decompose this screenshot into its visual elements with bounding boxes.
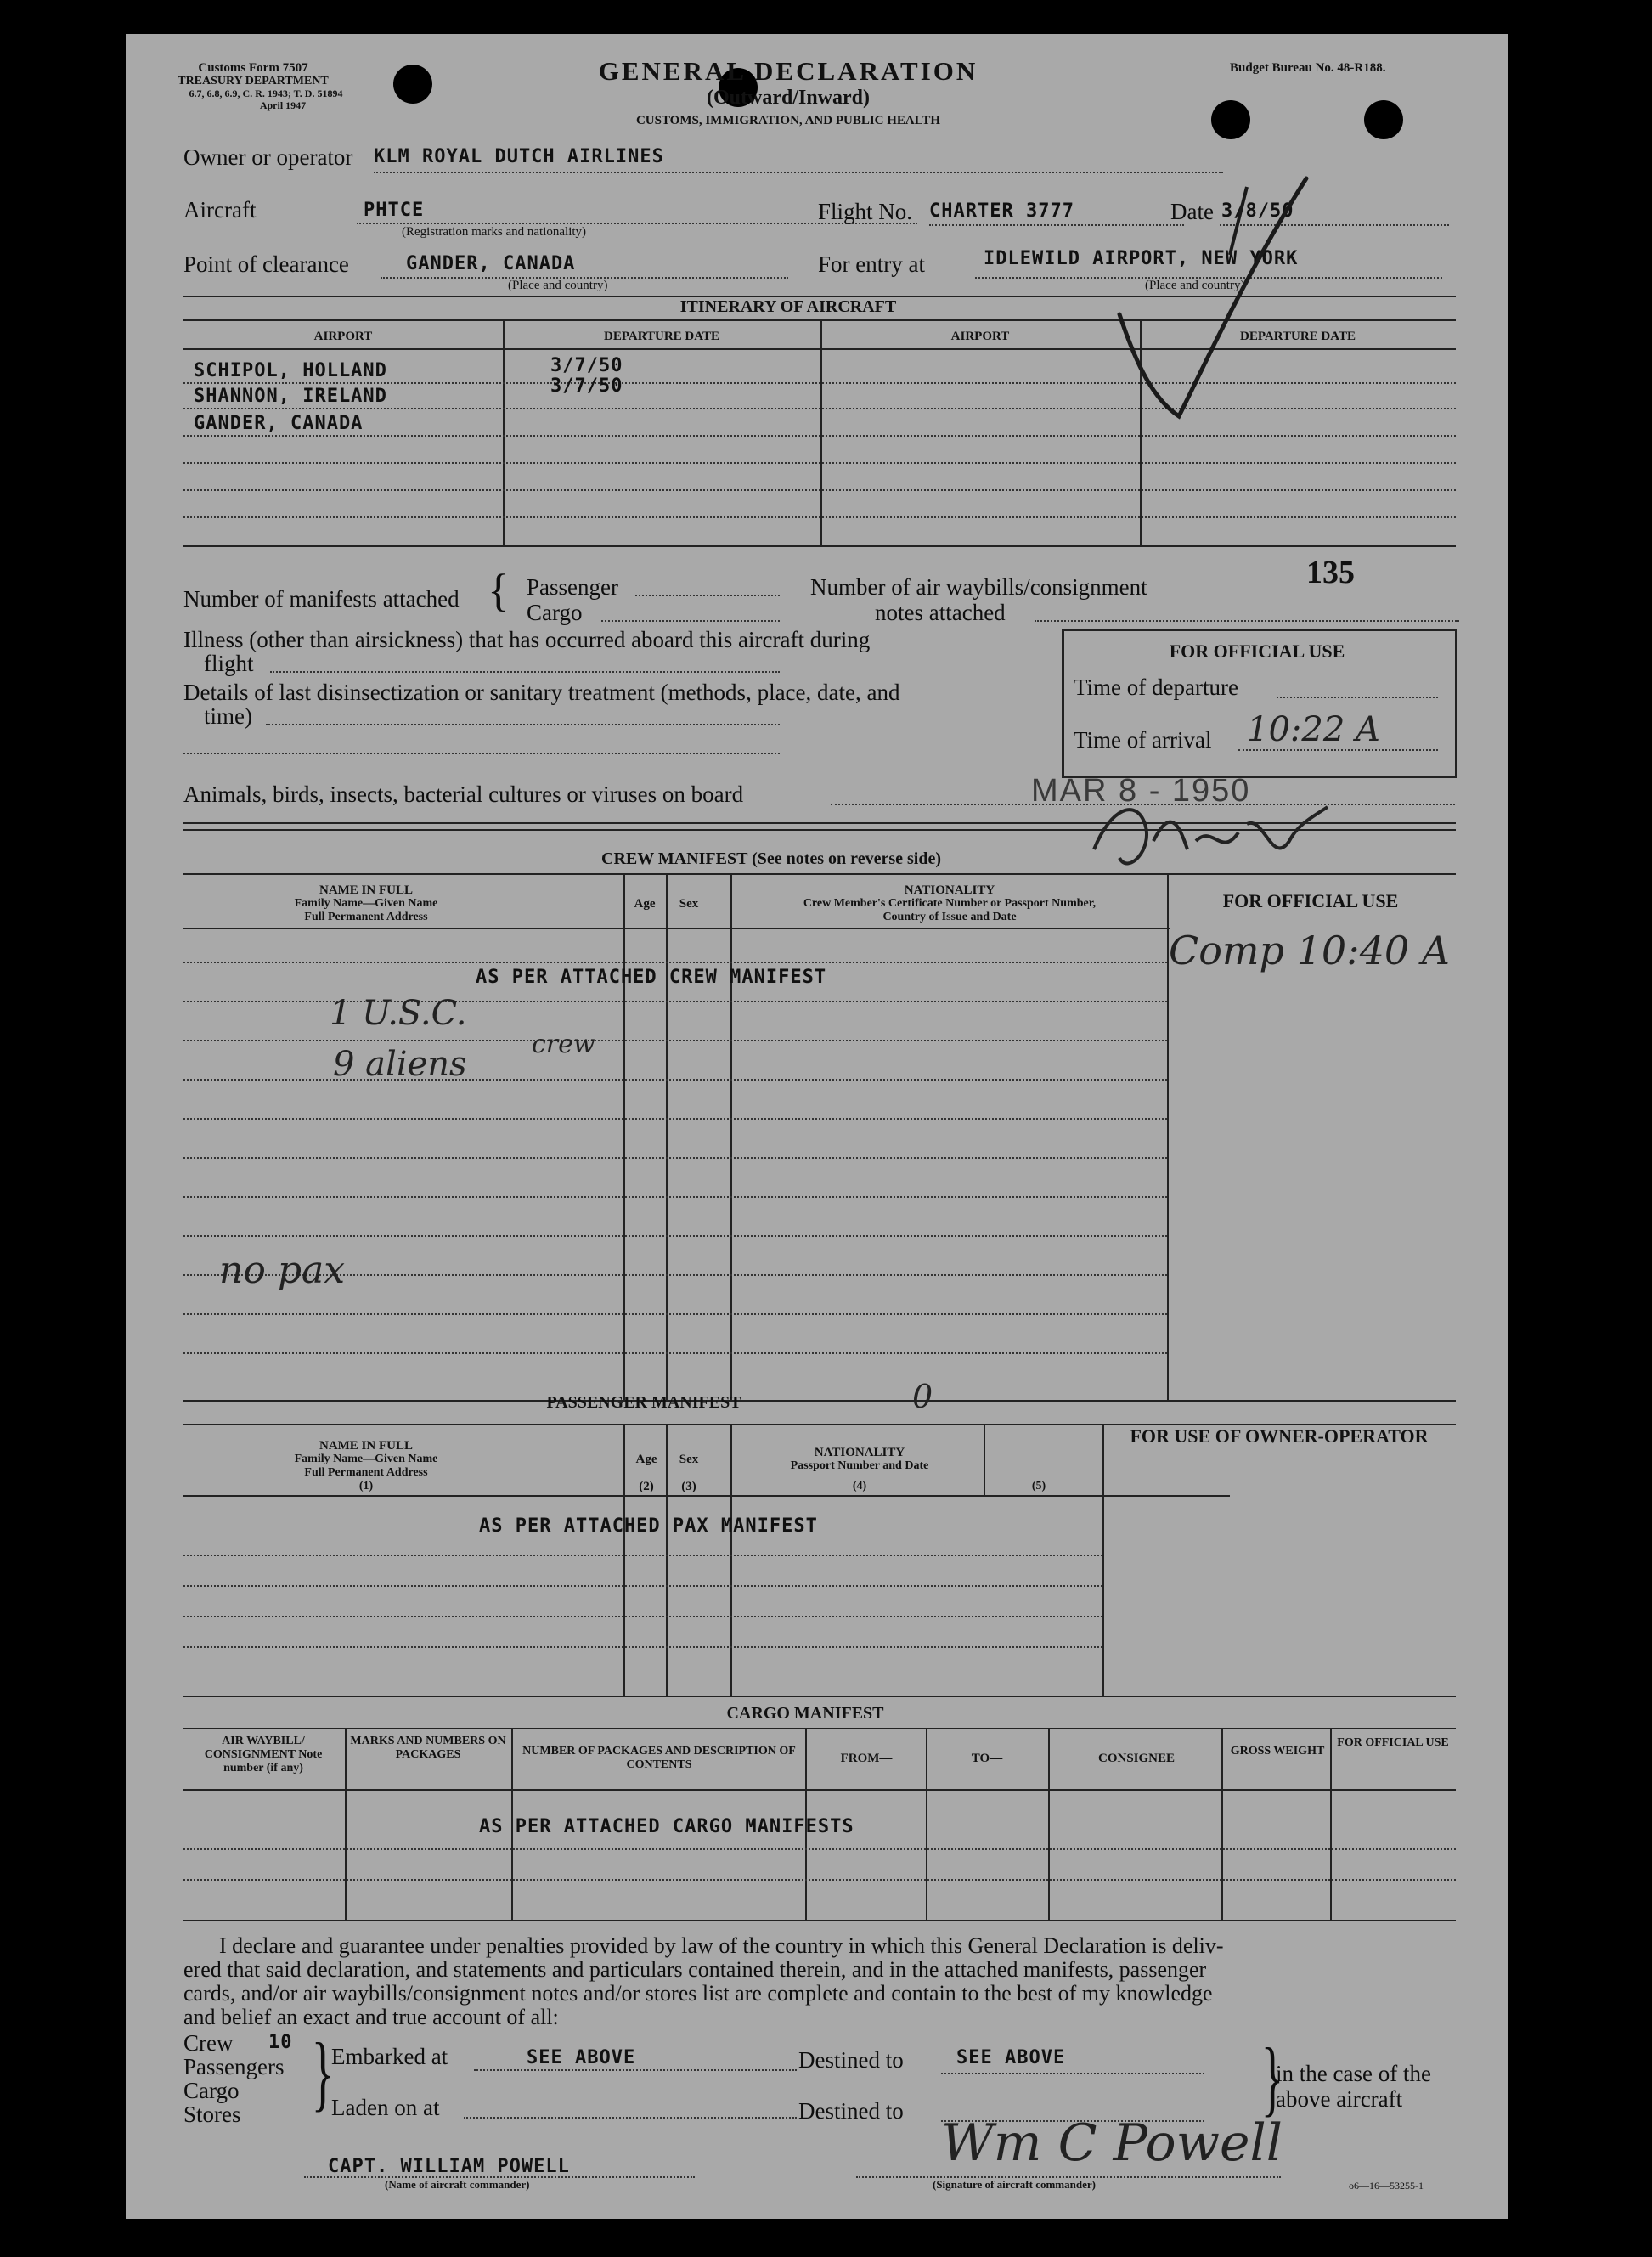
cargo-line xyxy=(601,620,780,622)
cargo-col-rule xyxy=(183,1789,1456,1791)
cargo-col-from: FROM— xyxy=(840,1752,893,1765)
regulation-lines: 6.7, 6.8, 6.9, C. R. 1943; T. D. 51894 xyxy=(189,87,343,99)
cargo-divider xyxy=(345,1728,347,1920)
time-arrival-line xyxy=(1238,749,1438,751)
passenger-col-rule xyxy=(183,1495,1230,1497)
declaration-line-3: cards, and/or air waybills/consignment notes and/or stores list are complete and contain to the best of my knowledge xyxy=(183,1981,1213,2006)
date-stamp: MAR 8 - 1950 xyxy=(1031,773,1251,809)
passenger-col-age: Age xyxy=(635,1453,657,1466)
crew-col-age: Age xyxy=(634,897,656,911)
time-departure-line xyxy=(1277,697,1438,698)
punch-hole xyxy=(1211,100,1250,139)
form-number: Customs Form 7507 xyxy=(198,61,308,75)
owner-label: Owner or operator xyxy=(183,144,353,170)
flight-value: CHARTER 3777 xyxy=(929,200,1074,222)
cargo-divider xyxy=(1221,1728,1223,1920)
date-value: 3/8/50 xyxy=(1221,200,1294,222)
official-use-title: FOR OFFICIAL USE xyxy=(1169,640,1345,662)
waybills-label: Number of air waybills/consignment xyxy=(810,574,1147,600)
clearance-label: Point of clearance xyxy=(183,251,349,277)
department: TREASURY DEPARTMENT xyxy=(178,75,329,87)
date-label: Date xyxy=(1170,199,1214,224)
passenger-title: PASSENGER MANIFEST xyxy=(546,1393,741,1412)
passenger-col-nationality: NATIONALITY xyxy=(814,1446,905,1459)
passenger-col-name-2: Family Name—Given Name xyxy=(294,1453,438,1465)
owner-line xyxy=(374,172,1223,173)
manifests-passenger: Passenger xyxy=(527,574,618,600)
crew-col-name-1: NAME IN FULL xyxy=(319,883,413,897)
crew-row-line xyxy=(183,1196,1167,1198)
passenger-col-name-4: (1) xyxy=(358,1480,374,1492)
itinerary-title: ITINERARY OF AIRCRAFT xyxy=(679,297,897,316)
details-line-2 xyxy=(183,753,780,754)
entry-label: For entry at xyxy=(818,251,925,277)
destined-line xyxy=(941,2073,1204,2074)
crew-hand-3: crew xyxy=(532,1030,595,1059)
clearance-note: (Place and country) xyxy=(508,279,608,292)
signature-note: (Signature of aircraft commander) xyxy=(933,2178,1096,2191)
passenger-row-line xyxy=(183,1616,1102,1617)
form-subtitle: (Outward/Inward) xyxy=(706,87,870,109)
aircraft-label: Aircraft xyxy=(183,197,257,223)
crew-col-name-2: Family Name—Given Name xyxy=(294,897,438,910)
crew-row-line xyxy=(183,962,1167,963)
in-case-label-1: in the case of the xyxy=(1276,2061,1431,2086)
passenger-row-line xyxy=(183,1555,1102,1556)
punch-hole xyxy=(393,65,432,104)
time-arrival-value: 10:22 A xyxy=(1247,710,1380,749)
itinerary-col-departure: DEPARTURE DATE xyxy=(603,330,719,343)
cargo-col-description: NUMBER OF PACKAGES AND DESCRIPTION OF CONTENTS xyxy=(522,1745,796,1771)
crew-typed-note: AS PER ATTACHED CREW MANIFEST xyxy=(476,967,827,988)
manifests-brace: { xyxy=(488,565,510,616)
time-departure-label: Time of departure xyxy=(1074,674,1238,700)
in-case-label-2: above aircraft xyxy=(1276,2086,1403,2112)
budget-number: Budget Bureau No. 48-R188. xyxy=(1230,61,1386,75)
cargo-divider xyxy=(926,1728,927,1920)
owner-value: KLM ROYAL DUTCH AIRLINES xyxy=(374,146,664,167)
crew-row-line xyxy=(183,1079,1167,1081)
crew-row-line xyxy=(183,1313,1167,1315)
passenger-col-nationality-2: Passport Number and Date xyxy=(790,1459,929,1472)
embarked-label: Embarked at xyxy=(331,2044,448,2069)
passenger-divider xyxy=(730,1424,732,1696)
form-subtitle-2: CUSTOMS, IMMIGRATION, AND PUBLIC HEALTH xyxy=(635,114,941,127)
cargo-divider xyxy=(1330,1728,1332,1920)
itinerary-airport-3: GANDER, CANADA xyxy=(194,413,364,434)
laden-label: Laden on at xyxy=(331,2095,440,2120)
passenger-col-sex-num: (3) xyxy=(681,1480,696,1493)
form-date: April 1947 xyxy=(259,99,307,111)
itinerary-col-airport: AIRPORT xyxy=(313,330,373,343)
illness-label-flight: flight xyxy=(204,651,254,676)
itinerary-col-departure-2: DEPARTURE DATE xyxy=(1239,330,1356,343)
crew-row-line xyxy=(183,1040,1167,1041)
declaration-line-2: ered that said declaration, and statements and particulars contained therein, and in the attached manifests, passenger xyxy=(183,1957,1207,1982)
itinerary-row-line xyxy=(183,462,1456,464)
check-mark-icon xyxy=(1102,170,1323,425)
embarked-line xyxy=(474,2069,797,2071)
passenger-col-age-num: (2) xyxy=(639,1480,654,1493)
passenger-col-5: (5) xyxy=(1031,1480,1046,1492)
itinerary-divider xyxy=(503,319,505,547)
itinerary-date-1: 3/7/50 xyxy=(550,355,623,376)
crew-col-nationality-3: Country of Issue and Date xyxy=(882,911,1017,923)
passenger-line xyxy=(635,595,780,596)
waybills-notes-label: notes attached xyxy=(875,600,1006,625)
passenger-typed-note: AS PER ATTACHED PAX MANIFEST xyxy=(479,1515,818,1537)
cargo-typed-note: AS PER ATTACHED CARGO MANIFESTS xyxy=(479,1816,854,1837)
declaration-brace-right: } xyxy=(1260,2030,1284,2124)
cargo-header-rule xyxy=(183,1728,1456,1729)
destined-value: SEE ABOVE xyxy=(956,2047,1066,2068)
waybills-line xyxy=(1035,620,1459,622)
details-line xyxy=(266,724,780,725)
owner-operator-use: FOR USE OF OWNER-OPERATOR xyxy=(1130,1425,1429,1447)
cargo-total-label: Cargo xyxy=(183,2078,240,2103)
cargo-col-weight: GROSS WEIGHT xyxy=(1230,1745,1325,1758)
crew-row-line xyxy=(183,1352,1167,1354)
crew-hand-1: 1 U.S.C. xyxy=(330,994,467,1033)
crew-divider xyxy=(730,873,732,1400)
aircraft-note: (Registration marks and nationality) xyxy=(402,225,587,239)
crew-col-nationality-2: Crew Member's Certificate Number or Passport Number, xyxy=(803,897,1097,910)
flight-label: Flight No. xyxy=(818,199,913,224)
passenger-row-line xyxy=(183,1646,1102,1648)
passenger-hand-zero: 0 xyxy=(912,1378,933,1415)
cargo-row-line xyxy=(183,1879,1456,1881)
crew-hand-official: Comp 10:40 A xyxy=(1169,928,1450,973)
passenger-col-sex: Sex xyxy=(679,1453,699,1466)
commander-signature: Wm C Powell xyxy=(941,2113,1283,2173)
official-signature-icon xyxy=(1077,790,1332,892)
laden-line xyxy=(464,2117,797,2119)
crew-row-line xyxy=(183,1118,1167,1120)
punch-hole xyxy=(1364,100,1403,139)
cargo-col-consignee: CONSIGNEE xyxy=(1097,1752,1176,1765)
embarked-value: SEE ABOVE xyxy=(527,2047,636,2068)
cargo-bottom-rule xyxy=(183,1920,1456,1921)
passenger-col-name-3: Full Permanent Address xyxy=(304,1466,428,1479)
clearance-value: GANDER, CANADA xyxy=(406,253,576,274)
itinerary-bottom-rule xyxy=(183,545,1456,547)
details-label-time: time) xyxy=(204,703,252,729)
entry-value: IDLEWILD AIRPORT, NEW YORK xyxy=(984,248,1299,269)
crew-row-line xyxy=(183,1235,1167,1237)
passenger-divider xyxy=(666,1424,668,1696)
crew-col-rule xyxy=(183,928,1170,929)
crew-total-label: Crew xyxy=(183,2030,234,2056)
details-label: Details of last disinsectization or sanitary treatment (methods, place, date, and xyxy=(183,680,900,705)
declaration-line-1: I declare and guarantee under penalties provided by law of the country in which this General Declaration is deliv- xyxy=(219,1933,1224,1958)
itinerary-col-airport-2: AIRPORT xyxy=(950,330,1010,343)
crew-row-line xyxy=(183,1157,1167,1159)
passenger-divider xyxy=(984,1424,985,1497)
illness-label: Illness (other than airsickness) that has occurred aboard this aircraft during xyxy=(183,627,871,652)
destined-label: Destined to xyxy=(798,2047,904,2073)
crew-title: CREW MANIFEST (See notes on reverse side) xyxy=(601,849,941,868)
itinerary-date-2: 3/7/50 xyxy=(550,375,623,397)
aircraft-value: PHTCE xyxy=(364,200,425,221)
crew-col-name-3: Full Permanent Address xyxy=(304,911,428,923)
entry-note: (Place and country) xyxy=(1145,279,1245,292)
commander-name: CAPT. WILLIAM POWELL xyxy=(328,2156,570,2177)
itinerary-row-line xyxy=(183,516,1456,518)
crew-hand-4: no pax xyxy=(219,1249,346,1292)
crew-official-use: FOR OFFICIAL USE xyxy=(1222,890,1399,911)
itinerary-row-line xyxy=(183,489,1456,491)
passenger-col-name-1: NAME IN FULL xyxy=(319,1439,413,1453)
illness-line xyxy=(270,671,780,673)
passengers-total-label: Passengers xyxy=(183,2054,285,2079)
declaration-brace: } xyxy=(311,2025,335,2119)
manifests-number-label: Number of manifests attached xyxy=(183,586,460,612)
cargo-title: CARGO MANIFEST xyxy=(726,1704,884,1723)
passenger-bottom-rule xyxy=(183,1696,1456,1697)
time-arrival-label: Time of arrival xyxy=(1074,727,1212,753)
itinerary-airport-2: SHANNON, IRELAND xyxy=(194,386,387,407)
declaration-line-4: and belief an exact and true account of all: xyxy=(183,2005,559,2029)
crew-hand-2: 9 aliens xyxy=(333,1045,467,1084)
cargo-row-line xyxy=(183,1848,1456,1850)
passenger-divider xyxy=(623,1424,625,1696)
crew-total-value: 10 xyxy=(268,2032,293,2053)
waybills-value: 135 xyxy=(1306,555,1355,590)
passenger-divider xyxy=(1102,1424,1104,1696)
passenger-col-nationality-num: (4) xyxy=(852,1480,867,1492)
stores-total-label: Stores xyxy=(183,2102,241,2127)
crew-divider xyxy=(623,873,625,1400)
cargo-col-marks: MARKS AND NUMBERS ON PACKAGES xyxy=(350,1735,506,1761)
declaration-form xyxy=(126,34,1508,2219)
destined-label-2: Destined to xyxy=(798,2098,904,2124)
itinerary-divider xyxy=(820,319,822,547)
itinerary-row-line xyxy=(183,435,1456,437)
passenger-row-line xyxy=(183,1585,1102,1587)
itinerary-airport-1: SCHIPOL, HOLLAND xyxy=(194,360,387,381)
crew-divider xyxy=(666,873,668,1400)
print-code: o6—16—53255-1 xyxy=(1349,2180,1424,2192)
cargo-col-to: TO— xyxy=(971,1752,1003,1765)
cargo-col-waybill: AIR WAYBILL/ CONSIGNMENT Note number (if any) xyxy=(204,1735,323,1775)
commander-note: (Name of aircraft commander) xyxy=(385,2178,530,2191)
cargo-col-official: FOR OFFICIAL USE xyxy=(1337,1736,1449,1749)
crew-col-nationality-1: NATIONALITY xyxy=(904,883,995,897)
form-title: GENERAL DECLARATION xyxy=(598,56,978,86)
manifests-cargo: Cargo xyxy=(527,600,583,625)
cargo-divider xyxy=(1048,1728,1050,1920)
animals-label: Animals, birds, insects, bacterial cultures or viruses on board xyxy=(183,781,744,807)
crew-col-sex: Sex xyxy=(679,897,699,911)
